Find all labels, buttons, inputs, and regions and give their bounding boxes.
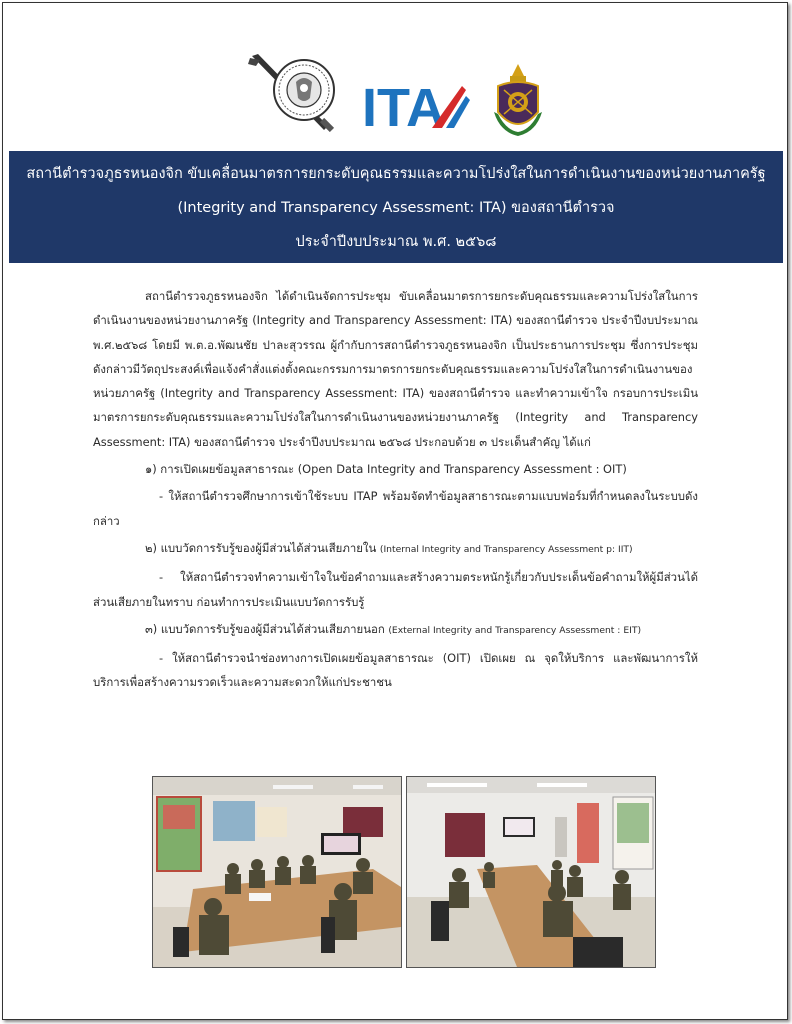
intro-paragraph: สถานีตำรวจภูธรหนองจิก ได้ดำเนินจัดการประชุม ขับเคลื่อนมาตรการยกระดับคุณธรรมและความโปร่งใสในการดำเนินงานของหน่วยงานภาครัฐ (Integrity and Transparency Assessment: ITA) ของสถานีตำรวจ ประจำปีงบประมาณ พ.ศ.๒๕๖๘ โดยมี พ.ต.อ.พัฒนชัย ปาละสุวรรณ ผู้กำกับการสถานีตำรวจภูธรหนองจิก เป็นประธานการประชุม ซึ่งการประชุมดังกล่าวมีวัตถุประสงค์เพื่อแจ้งคำสั่งแต่งตั้งคณะกรรมการมาตรการยกระดับคุณธรรมและความโปร่งใสในการดำเนินงานของหน่วยภาครัฐ (Integrity and Transparency Assessment: ITA) ของสถานีตำรวจ และทำความเข้าใจ กรอบการประเมินมาตรการยกระดับคุณธรรมและความโปร่งใสในการดำเนินงานของหน่วยงานภาครัฐ (Integrity and Transparency Assessment: ITA) ของสถานีตำรวจ ประจำปีงบประมาณ ๒๕๖๘ ประกอบด้วย ๓ ประเด็นสำคัญ ได้แก่ (93, 289, 698, 449)
title-banner (9, 151, 783, 263)
item-1-detail: - ให้สถานีตำรวจศึกษาการเข้าใช้ระบบ ITAP พร้อมจัดทำข้อมูลสาธารณะตามแบบฟอร์มที่กำหนดลงในระบบดังกล่าว (93, 489, 698, 528)
meeting-photo-right (406, 776, 656, 968)
item-2-detail: - ให้สถานีตำรวจทำความเข้าใจในข้อคำถามและสร้างความตระหนักรู้เกี่ยวกับประเด็นข้อคำถามให้ผู้มีส่วนได้ส่วนเสียภายในทราบ ก่อนทำการประเมินแบบวัดการรับรู้ (93, 570, 698, 609)
banner-title-line2: (Integrity and Transparency Assessment: ITA) ของสถานีตำรวจ (177, 200, 615, 216)
item-1-heading (93, 457, 698, 481)
item-3-heading-en: (External Integrity and Transparency Assessment : EIT) (388, 624, 642, 636)
item-1-heading-th: ๑) การเปิดเผยข้อมูลสาธารณะ (145, 462, 295, 477)
ita-logo-text: ITA (362, 78, 445, 130)
meeting-photo-left (152, 776, 402, 968)
item-3-detail: - ให้สถานีตำรวจนำช่องทางการเปิดเผยข้อมูลสาธารณะ (OIT) เปิดเผย ณ จุดให้บริการ และพัฒนาการให้บริการเพื่อสร้างความรวดเร็วและความสะดวกให้แก่ประชาชน (93, 651, 698, 690)
item-1-heading-en: (Open Data Integrity and Transparency Assessment : OIT) (297, 462, 627, 477)
logo-row (0, 52, 792, 140)
police-emblem-sword-logo (246, 52, 342, 132)
banner-title-line1: สถานีตำรวจภูธรหนองจิก ขับเคลื่อนมาตรการยกระดับคุณธรรมและความโปร่งใสในการดำเนินงานของหน่วยงานภาครัฐ (26, 166, 766, 182)
ita-logo (362, 78, 474, 130)
item-2-heading-en: (Internal Integrity and Transparency Assessment p: IIT) (379, 543, 633, 555)
item-3-heading-th: ๓) แบบวัดการรับรู้ของผู้มีส่วนได้ส่วนเสียภายนอก (145, 621, 385, 636)
item-2-heading-th: ๒) แบบวัดการรับรู้ของผู้มีส่วนได้ส่วนเสียภายใน (145, 540, 377, 555)
article-body (93, 284, 698, 695)
royal-thai-police-logo (490, 62, 546, 140)
item-3-heading (93, 617, 698, 643)
banner-title-line3: ประจำปีงบประมาณ พ.ศ. ๒๕๖๘ (295, 234, 497, 250)
item-2-heading (93, 536, 698, 562)
